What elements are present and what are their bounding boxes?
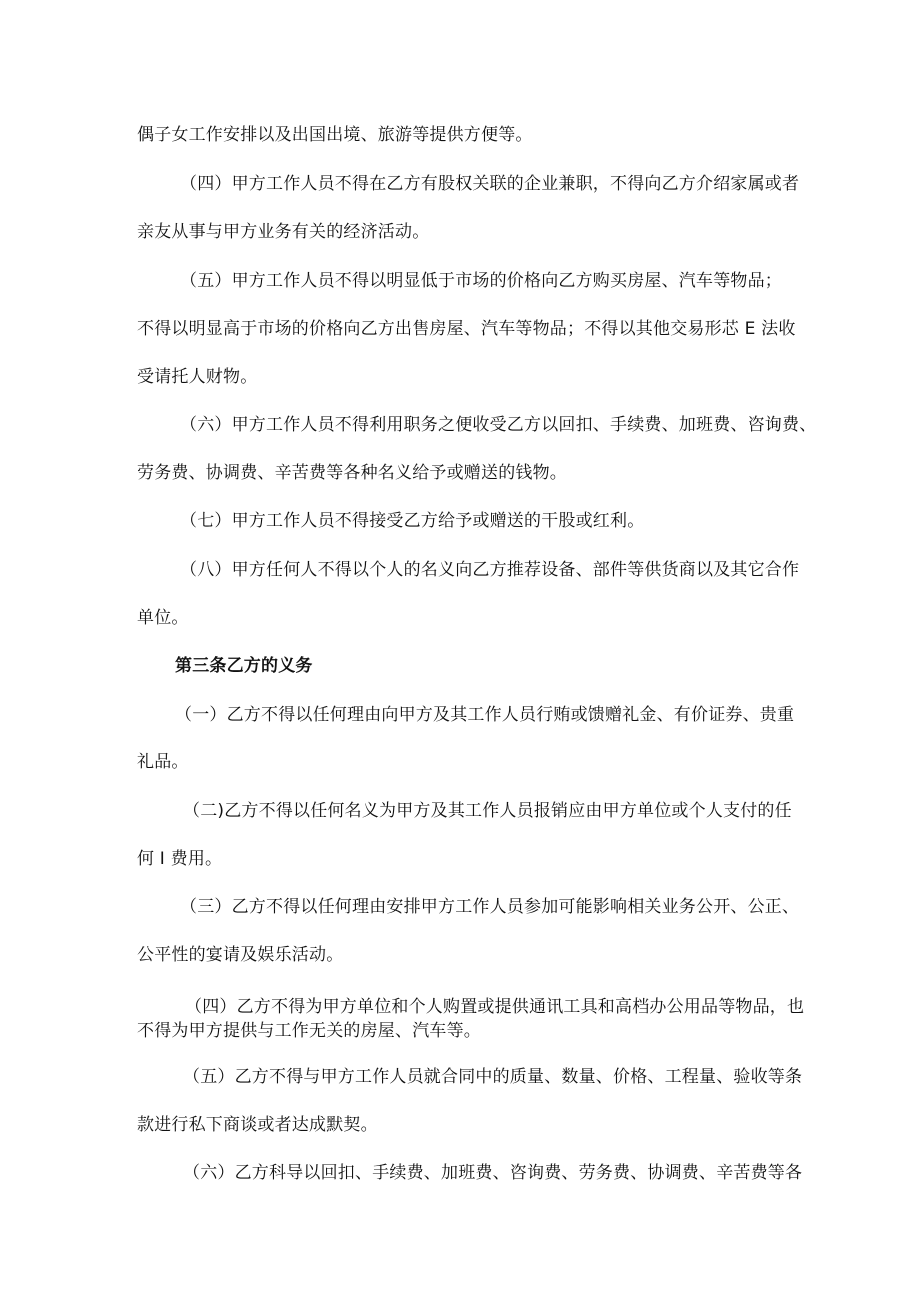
text-line: 公平性的宴请及娱乐活动。 [137, 945, 344, 965]
text-line: 偶子女工作安排以及出国出境、旅游等提供方便等。 [137, 125, 533, 145]
paragraph-line: （五）甲方工作人员不得以明显低于市场的价格向乙方购买房屋、汽车等物品； [180, 271, 782, 291]
paragraph-line: （四）乙方不得为甲方单位和个人购置或提供通讯工具和高档办公用品等物品，也 [185, 997, 805, 1017]
paragraph-line: （三）乙方不得以任何理由安排甲方工作人员参加可能影响相关业务公开、公正、 [180, 897, 800, 917]
text-line: 亲友从事与甲方业务有关的经济活动。 [137, 222, 430, 242]
text-line: 不得为甲方提供与工作无关的房屋、汽车等。 [137, 1021, 481, 1041]
text-line: 受请托人财物。 [137, 367, 258, 387]
paragraph-line: （四）甲方工作人员不得在乙方有股权关联的企业兼职，不得向乙方介绍家属或者 [180, 174, 800, 194]
text-line: 礼品。 [137, 752, 189, 772]
paragraph-line: （八）甲方任何人不得以个人的名义向乙方推荐设备、部件等供货商以及其它合作 [180, 560, 800, 580]
text-line: 何 I 费用。 [137, 849, 223, 869]
paragraph-line: （六）乙方科导以回扣、手续费、加班费、咨询费、劳务费、协调费、辛苦费等各 [183, 1163, 803, 1183]
paragraph-line: （二)乙方不得以任何名义为甲方及其工作人员报销应由甲方单位或个人支付的任 [183, 801, 792, 821]
section-heading: 第三条乙方的义务 [175, 656, 313, 676]
text-line: 劳务费、协调费、辛苦费等各种名义给予或赠送的钱物。 [137, 463, 567, 483]
text-line: 款进行私下商谈或者达成默契。 [137, 1115, 378, 1135]
paragraph-line: （六）甲方工作人员不得利用职务之便收受乙方以回扣、手续费、加班费、咨询费、 [180, 415, 817, 435]
text-line: 不得以明显高于市场的价格向乙方出售房屋、汽车等物品；不得以其他交易形芯 E 法收 [137, 319, 796, 339]
text-line: 单位。 [137, 608, 189, 628]
paragraph-line: （五）乙方不得与甲方工作人员就合同中的质量、数量、价格、工程量、验收等条 [183, 1067, 803, 1087]
paragraph-line: （一）乙方不得以任何理由向甲方及其工作人员行贿或馈赠礼金、有价证券、贵重 [175, 705, 795, 725]
paragraph-line: （七）甲方工作人员不得接受乙方给予或赠送的干股或红利。 [180, 511, 645, 531]
